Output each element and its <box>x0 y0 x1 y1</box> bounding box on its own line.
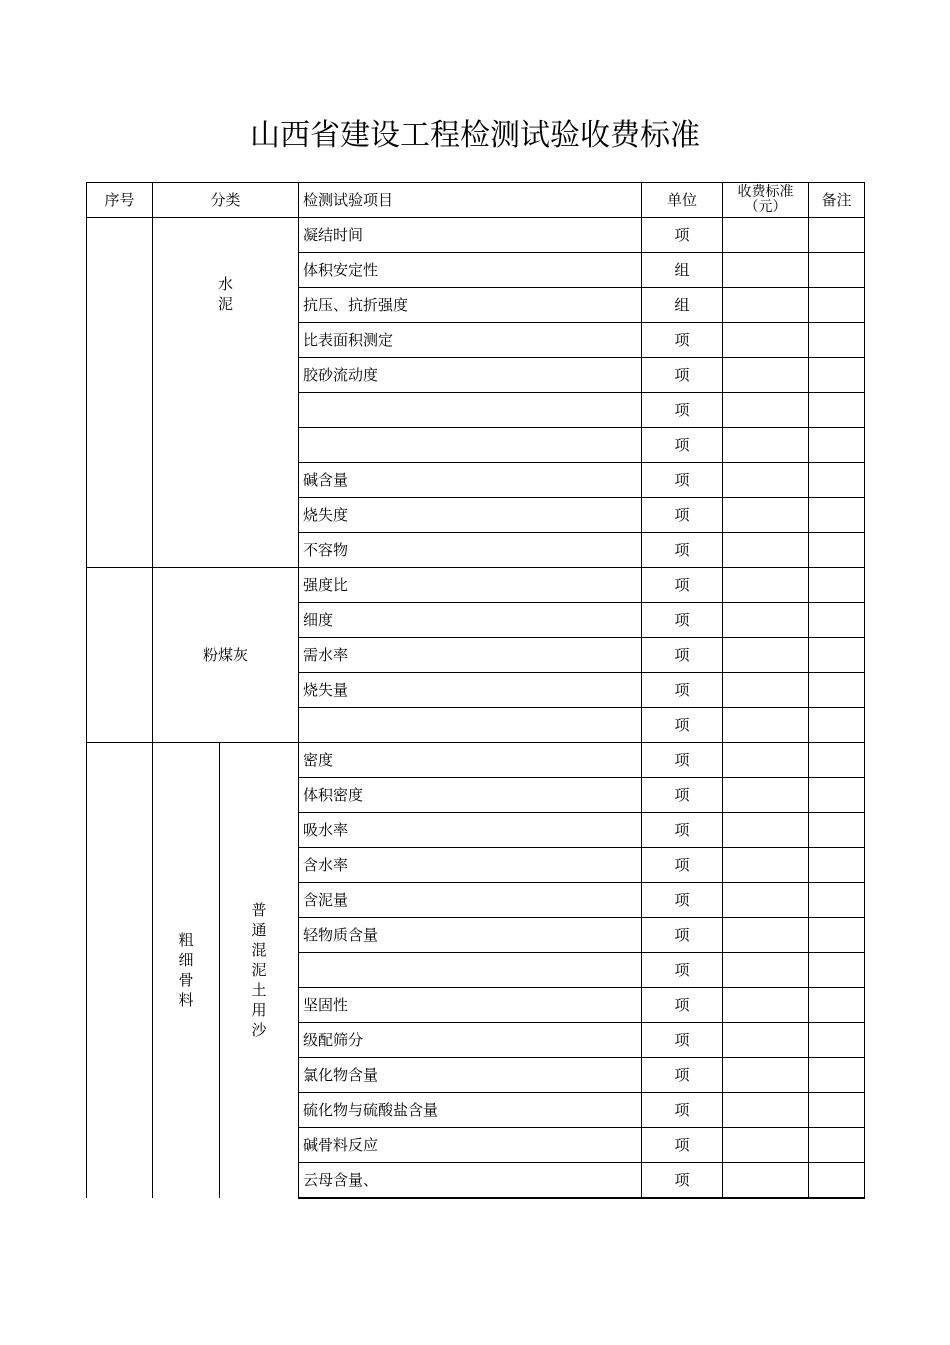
item-name-cell: 碱骨料反应 <box>299 1128 642 1163</box>
item-unit-cell: 项 <box>642 988 723 1023</box>
item-name-cell: 级配筛分 <box>299 1023 642 1058</box>
item-remark-cell <box>809 323 865 358</box>
item-fee-cell <box>723 253 809 288</box>
item-unit-cell: 项 <box>642 918 723 953</box>
header-unit: 单位 <box>642 183 723 218</box>
item-remark-cell <box>809 1163 865 1198</box>
item-remark-cell <box>809 743 865 778</box>
item-fee-cell <box>723 463 809 498</box>
item-fee-cell <box>723 848 809 883</box>
item-fee-cell <box>723 393 809 428</box>
item-name-cell <box>299 393 642 428</box>
item-unit-cell: 项 <box>642 778 723 813</box>
item-unit-cell: 项 <box>642 533 723 568</box>
item-fee-cell <box>723 533 809 568</box>
group-category-label: 粗细骨料 <box>178 931 194 1010</box>
item-remark-cell <box>809 883 865 918</box>
item-name-cell: 强度比 <box>299 568 642 603</box>
group-seq-cell <box>87 568 153 743</box>
item-unit-cell: 项 <box>642 568 723 603</box>
item-unit-cell: 项 <box>642 1163 723 1198</box>
item-unit-cell: 项 <box>642 393 723 428</box>
group-seq-cell <box>87 743 153 1198</box>
item-fee-cell <box>723 988 809 1023</box>
item-unit-cell: 组 <box>642 253 723 288</box>
item-unit-cell: 项 <box>642 883 723 918</box>
item-remark-cell <box>809 1023 865 1058</box>
header-item: 检测试验项目 <box>299 183 642 218</box>
item-fee-cell <box>723 1093 809 1128</box>
item-unit-cell: 项 <box>642 498 723 533</box>
item-fee-cell <box>723 1128 809 1163</box>
item-fee-cell <box>723 813 809 848</box>
item-remark-cell <box>809 603 865 638</box>
item-remark-cell <box>809 778 865 813</box>
item-unit-cell: 项 <box>642 1023 723 1058</box>
item-remark-cell <box>809 218 865 253</box>
item-unit-cell: 项 <box>642 463 723 498</box>
item-remark-cell <box>809 533 865 568</box>
header-fee: 收费标准（元） <box>723 183 809 218</box>
group-seq-cell <box>87 218 153 568</box>
item-fee-cell <box>723 1163 809 1198</box>
item-name-cell: 碱含量 <box>299 463 642 498</box>
item-fee-cell <box>723 708 809 743</box>
item-unit-cell: 项 <box>642 358 723 393</box>
item-unit-cell: 项 <box>642 1058 723 1093</box>
item-unit-cell: 项 <box>642 1128 723 1163</box>
item-remark-cell <box>809 953 865 988</box>
item-unit-cell: 项 <box>642 673 723 708</box>
item-name-cell: 坚固性 <box>299 988 642 1023</box>
table-row <box>87 568 865 603</box>
item-fee-cell <box>723 428 809 463</box>
item-name-cell <box>299 428 642 463</box>
item-unit-cell: 项 <box>642 708 723 743</box>
item-unit-cell: 项 <box>642 218 723 253</box>
item-fee-cell <box>723 778 809 813</box>
item-remark-cell <box>809 708 865 743</box>
item-unit-cell: 项 <box>642 1093 723 1128</box>
item-fee-cell <box>723 288 809 323</box>
item-fee-cell <box>723 568 809 603</box>
item-unit-cell: 项 <box>642 603 723 638</box>
item-fee-cell <box>723 498 809 533</box>
item-fee-cell <box>723 358 809 393</box>
group-category-cell <box>153 743 220 1198</box>
item-name-cell: 胶砂流动度 <box>299 358 642 393</box>
table-row <box>87 218 865 253</box>
group-subcategory-cell <box>220 743 299 1198</box>
item-fee-cell <box>723 638 809 673</box>
item-name-cell: 抗压、抗折强度 <box>299 288 642 323</box>
group-subcategory-label: 普通混泥土用沙 <box>251 901 267 1040</box>
item-remark-cell <box>809 673 865 708</box>
item-name-cell: 凝结时间 <box>299 218 642 253</box>
item-name-cell: 烧失度 <box>299 498 642 533</box>
header-row <box>87 183 865 218</box>
group-category-cell <box>153 568 299 743</box>
group-category-label: 粉煤灰 <box>203 646 249 664</box>
item-remark-cell <box>809 358 865 393</box>
item-remark-cell <box>809 1058 865 1093</box>
table-row <box>87 743 865 778</box>
item-remark-cell <box>809 463 865 498</box>
item-name-cell: 不容物 <box>299 533 642 568</box>
item-fee-cell <box>723 323 809 358</box>
group-category-cell <box>153 218 299 568</box>
item-remark-cell <box>809 393 865 428</box>
item-fee-cell <box>723 1058 809 1093</box>
item-unit-cell: 项 <box>642 323 723 358</box>
item-remark-cell <box>809 918 865 953</box>
item-remark-cell <box>809 428 865 463</box>
item-remark-cell <box>809 568 865 603</box>
item-fee-cell <box>723 673 809 708</box>
item-unit-cell: 项 <box>642 428 723 463</box>
item-name-cell: 吸水率 <box>299 813 642 848</box>
item-remark-cell <box>809 253 865 288</box>
item-unit-cell: 项 <box>642 953 723 988</box>
item-remark-cell <box>809 288 865 323</box>
item-remark-cell <box>809 848 865 883</box>
item-unit-cell: 项 <box>642 743 723 778</box>
item-name-cell <box>299 953 642 988</box>
item-fee-cell <box>723 883 809 918</box>
fee-table <box>86 182 865 1199</box>
item-remark-cell <box>809 988 865 1023</box>
item-unit-cell: 项 <box>642 848 723 883</box>
item-fee-cell <box>723 603 809 638</box>
item-unit-cell: 组 <box>642 288 723 323</box>
item-fee-cell <box>723 743 809 778</box>
item-name-cell <box>299 708 642 743</box>
item-remark-cell <box>809 1093 865 1128</box>
header-seq: 序号 <box>87 183 153 218</box>
item-name-cell: 比表面积测定 <box>299 323 642 358</box>
item-name-cell: 氯化物含量 <box>299 1058 642 1093</box>
header-category: 分类 <box>153 183 299 218</box>
item-name-cell: 烧失量 <box>299 673 642 708</box>
header-remark: 备注 <box>809 183 865 218</box>
item-name-cell: 硫化物与硫酸盐含量 <box>299 1093 642 1128</box>
item-fee-cell <box>723 218 809 253</box>
item-fee-cell <box>723 918 809 953</box>
item-name-cell: 轻物质含量 <box>299 918 642 953</box>
item-name-cell: 含泥量 <box>299 883 642 918</box>
item-remark-cell <box>809 813 865 848</box>
item-unit-cell: 项 <box>642 638 723 673</box>
item-remark-cell <box>809 638 865 673</box>
item-name-cell: 体积密度 <box>299 778 642 813</box>
item-name-cell: 含水率 <box>299 848 642 883</box>
item-name-cell: 云母含量、 <box>299 1163 642 1198</box>
item-remark-cell <box>809 498 865 533</box>
item-name-cell: 密度 <box>299 743 642 778</box>
item-name-cell: 需水率 <box>299 638 642 673</box>
item-remark-cell <box>809 1128 865 1163</box>
item-name-cell: 细度 <box>299 603 642 638</box>
item-name-cell: 体积安定性 <box>299 253 642 288</box>
group-category-label: 水泥 <box>217 275 233 313</box>
item-fee-cell <box>723 1023 809 1058</box>
item-unit-cell: 项 <box>642 813 723 848</box>
item-fee-cell <box>723 953 809 988</box>
page-title: 山西省建设工程检测试验收费标准 <box>250 118 700 153</box>
